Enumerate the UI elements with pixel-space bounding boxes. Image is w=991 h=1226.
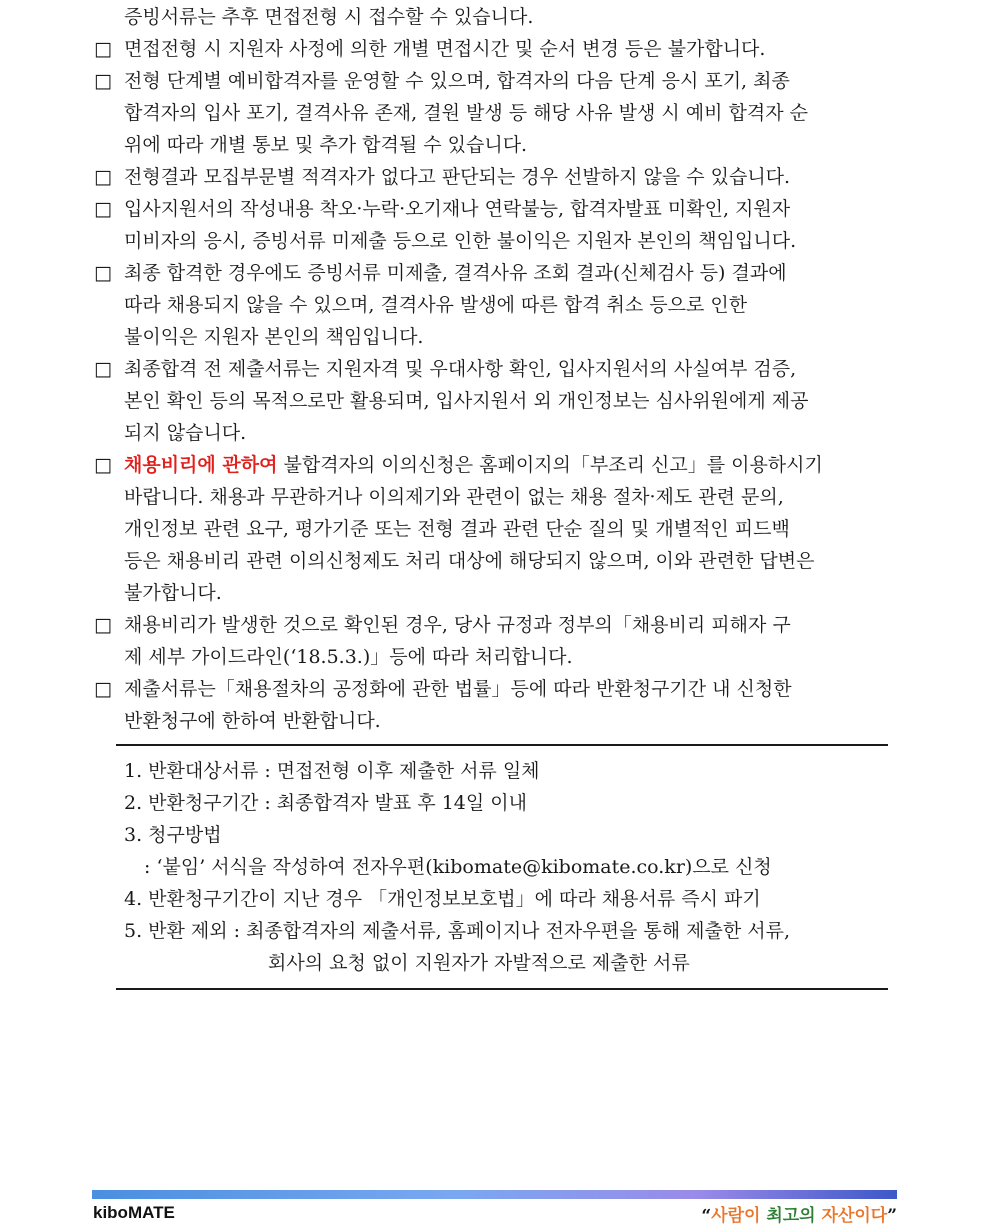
bullet-paragraph: [94, 33, 899, 65]
bullet-paragraph: [94, 161, 899, 193]
text-line: 불가합니다.: [124, 582, 222, 604]
bottom-divider: [116, 988, 888, 990]
document-body: [94, 0, 899, 737]
checkbox-bullet-icon: □: [94, 38, 112, 60]
bullet-paragraph: [94, 609, 899, 641]
checkbox-bullet-icon: □: [94, 454, 112, 476]
checkbox-bullet-icon: □: [94, 358, 112, 380]
list-item: 1. 반환대상서류 : 면접전형 이후 제출한 서류 일체: [124, 760, 540, 782]
text-line: 면접전형 시 지원자 사정에 의한 개별 면접시간 및 순서 변경 등은 불가합니다.: [124, 38, 766, 60]
list-item: 2. 반환청구기간 : 최종합격자 발표 후 14일 이내: [124, 792, 528, 814]
bullet-paragraph: [94, 353, 899, 385]
text-line: 본인 확인 등의 목적으로만 활용되며, 입사지원서 외 개인정보는 심사위원에게 제공: [124, 390, 809, 412]
text-line: 등은 채용비리 관련 이의신청제도 처리 대상에 해당되지 않으며, 이와 관련한 답변은: [124, 550, 815, 572]
bullet-paragraph-complaint: [94, 449, 899, 481]
slogan-part: 자산이다: [821, 1206, 888, 1226]
text-line: 미비자의 응시, 증빙서류 미제출 등으로 인한 불이익은 지원자 본인의 책임입니다.: [124, 230, 797, 252]
checkbox-bullet-icon: □: [94, 614, 112, 636]
text-line: 제 세부 가이드라인(‘18.5.3.)」등에 따라 처리합니다.: [124, 646, 573, 668]
quote-open: “: [701, 1206, 712, 1226]
text-line: 채용비리가 발생한 것으로 확인된 경우, 당사 규정과 정부의「채용비리 피해자 구: [124, 614, 791, 636]
footer-slogan: [701, 1201, 897, 1226]
bullet-paragraph: [94, 673, 899, 705]
slogan-part: 사람이: [711, 1206, 767, 1226]
top-divider: [116, 744, 888, 746]
slogan-part: 최고의: [766, 1206, 822, 1226]
checkbox-bullet-icon: □: [94, 166, 112, 188]
text-line: 위에 따라 개별 통보 및 추가 합격될 수 있습니다.: [124, 134, 528, 156]
bullet-paragraph: [94, 257, 899, 289]
text-line: 반환청구에 한하여 반환합니다.: [124, 710, 381, 732]
text-line: 제출서류는「채용절차의 공정화에 관한 법률」등에 따라 반환청구기간 내 신청한: [124, 678, 792, 700]
text-line: 전형결과 모집부문별 적격자가 없다고 판단되는 경우 선발하지 않을 수 있습니다.: [124, 166, 791, 188]
list-item-detail: : ‘붙임’ 서식을 작성하여 전자우편(kibomate@kibomate.co.kr)으로 신청: [144, 856, 772, 878]
text-line: 증빙서류는 추후 면접전형 시 접수할 수 있습니다.: [124, 6, 534, 28]
text-line: 바랍니다. 채용과 무관하거나 이의제기와 관련이 없는 채용 절차·제도 관련 문의,: [124, 486, 784, 508]
text-line: 최종합격 전 제출서류는 지원자격 및 우대사항 확인, 입사지원서의 사실여부 검증,: [124, 358, 797, 380]
text-line: 따라 채용되지 않을 수 있으며, 결격사유 발생에 따른 합격 취소 등으로 인한: [124, 294, 748, 316]
text-line: 되지 않습니다.: [124, 422, 247, 444]
text-line: 불이익은 지원자 본인의 책임입니다.: [124, 326, 424, 348]
checkbox-bullet-icon: □: [94, 262, 112, 284]
checkbox-bullet-icon: □: [94, 198, 112, 220]
list-item: 4. 반환청구기간이 지난 경우 「개인정보보호법」에 따라 채용서류 즉시 파기: [124, 888, 761, 910]
footer-gradient-bar: [92, 1190, 897, 1199]
text-line: 불합격자의 이의신청은 홈페이지의「부조리 신고」를 이용하시기: [277, 454, 823, 476]
text-line: 입사지원서의 작성내용 착오·누락·오기재나 연락불능, 합격자발표 미확인, 지원자: [124, 198, 791, 220]
brand-logo: kiboMATE: [93, 1203, 175, 1222]
bullet-paragraph: [94, 65, 899, 97]
highlight-text: 채용비리에 관하여: [124, 454, 278, 476]
bullet-paragraph: [94, 193, 899, 225]
checkbox-bullet-icon: □: [94, 70, 112, 92]
text-line: 최종 합격한 경우에도 증빙서류 미제출, 결격사유 조회 결과(신체검사 등) 결과에: [124, 262, 787, 284]
text-line: 합격자의 입사 포기, 결격사유 존재, 결원 발생 등 해당 사유 발생 시 예비 합격자 순: [124, 102, 808, 124]
paragraph-continuation: [94, 1, 899, 33]
return-policy-box: [124, 755, 884, 979]
list-item: 5. 반환 제외 : 최종합격자의 제출서류, 홈페이지나 전자우편을 통해 제출한 서류,: [124, 920, 790, 942]
list-item-detail: 회사의 요청 없이 지원자가 자발적으로 제출한 서류: [268, 952, 690, 974]
list-item: 3. 청구방법: [124, 824, 222, 846]
quote-close: ”: [887, 1206, 897, 1226]
checkbox-bullet-icon: □: [94, 678, 112, 700]
text-line: 전형 단계별 예비합격자를 운영할 수 있으며, 합격자의 다음 단계 응시 포기, 최종: [124, 70, 790, 92]
text-line: 개인정보 관련 요구, 평가기준 또는 전형 결과 관련 단순 질의 및 개별적인 피드백: [124, 518, 790, 540]
